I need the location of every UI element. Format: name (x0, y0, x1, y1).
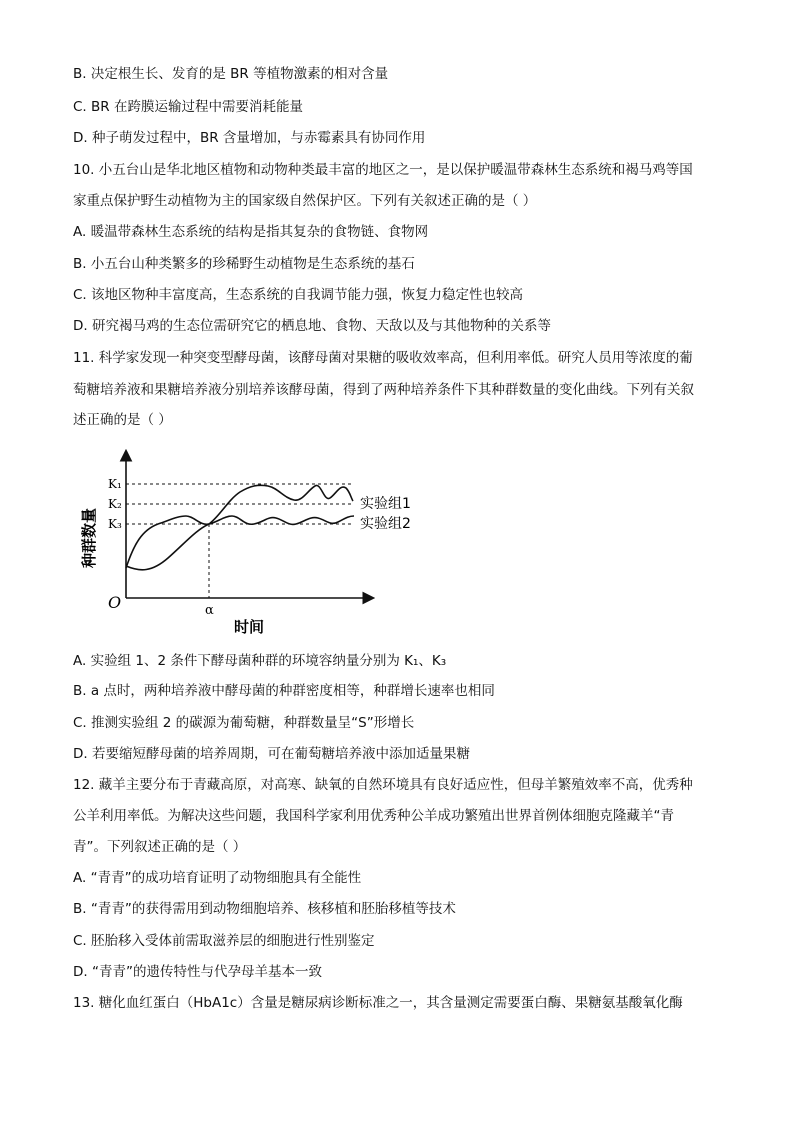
population-curve-figure (78, 446, 458, 642)
option-d-q10: D. 研究褐马鸡的生态位需研究它的栖息地、食物、天敌以及与其他物种的关系等 (73, 318, 551, 334)
option-d-q12: D. “青青”的遗传特性与代孕母羊基本一致 (73, 964, 322, 980)
alpha-label: α (205, 603, 214, 618)
series-label-2: 实验组2 (360, 516, 411, 532)
option-c-q9: C. BR 在跨膜运输过程中需要消耗能量 (73, 99, 303, 115)
x-axis-label: 时间 (234, 618, 265, 636)
curve-group-1 (126, 485, 353, 570)
question-11-stem-line-2: 萄糖培养液和果糖培养液分别培养该酵母菌，得到了两种培养条件下其种群数量的变化曲线。下列有关叙 (73, 382, 694, 398)
k2-label: K₂ (108, 497, 122, 511)
question-11-stem-line-3: 述正确的是（ ） (73, 412, 172, 428)
option-b-q10: B. 小五台山种类繁多的珍稀野生动植物是生态系统的基石 (73, 256, 415, 272)
question-12-stem-line-2: 公羊利用率低。为解决这些问题，我国科学家利用优秀种公羊成功繁殖出世界首例体细胞克隆藏羊“青 (73, 808, 674, 824)
question-11-stem-line-1: 11. 科学家发现一种突变型酵母菌，该酵母菌对果糖的吸收效率高，但利用率低。研究人员用等浓度的葡 (73, 350, 693, 366)
option-b-q11: B. a 点时，两种培养液中酵母菌的种群密度相等，种群增长速率也相同 (73, 683, 495, 699)
question-13-stem-line-1: 13. 糖化血红蛋白（HbA1c）含量是糖尿病诊断标准之一，其含量测定需要蛋白酶、果糖氨基酸氧化酶 (73, 995, 683, 1011)
k1-label: K₁ (108, 477, 122, 491)
y-axis-label: 种群数量 (80, 507, 98, 568)
option-d-q9: D. 种子萌发过程中，BR 含量增加，与赤霉素具有协同作用 (73, 130, 426, 146)
question-12-stem-line-3: 青”。下列叙述正确的是（ ） (73, 839, 247, 855)
option-c-q12: C. 胚胎移入受体前需取滋养层的细胞进行性别鉴定 (73, 933, 375, 949)
option-b-q12: B. “青青”的获得需用到动物细胞培养、核移植和胚胎移植等技术 (73, 901, 456, 917)
option-a-q10: A. 暖温带森林生态系统的结构是指其复杂的食物链、食物网 (73, 224, 429, 240)
option-a-q11: A. 实验组 1、2 条件下酵母菌种群的环境容纳量分别为 K₁、K₃ (73, 653, 447, 669)
series-label-1: 实验组1 (360, 496, 411, 512)
question-12-stem-line-1: 12. 藏羊主要分布于青藏高原，对高寒、缺氧的自然环境具有良好适应性，但母羊繁殖效率不高，优秀种 (73, 777, 693, 793)
question-10-stem-line-1: 10. 小五台山是华北地区植物和动物种类最丰富的地区之一，是以保护暖温带森林生态系统和褐马鸡等国 (73, 162, 693, 178)
k3-label: K₃ (108, 517, 122, 531)
option-a-q12: A. “青青”的成功培育证明了动物细胞具有全能性 (73, 870, 362, 886)
origin-label: O (108, 593, 122, 612)
option-b-q9: B. 决定根生长、发育的是 BR 等植物激素的相对含量 (73, 66, 389, 82)
option-d-q11: D. 若要缩短酵母菌的培养周期，可在葡萄糖培养液中添加适量果糖 (73, 746, 470, 762)
question-10-stem-line-2: 家重点保护野生动植物为主的国家级自然保护区。下列有关叙述正确的是（ ） (73, 193, 537, 209)
option-c-q10: C. 该地区物种丰富度高，生态系统的自我调节能力强，恢复力稳定性也较高 (73, 287, 524, 303)
option-c-q11: C. 推测实验组 2 的碳源为葡萄糖，种群数量呈“S”形增长 (73, 715, 415, 731)
